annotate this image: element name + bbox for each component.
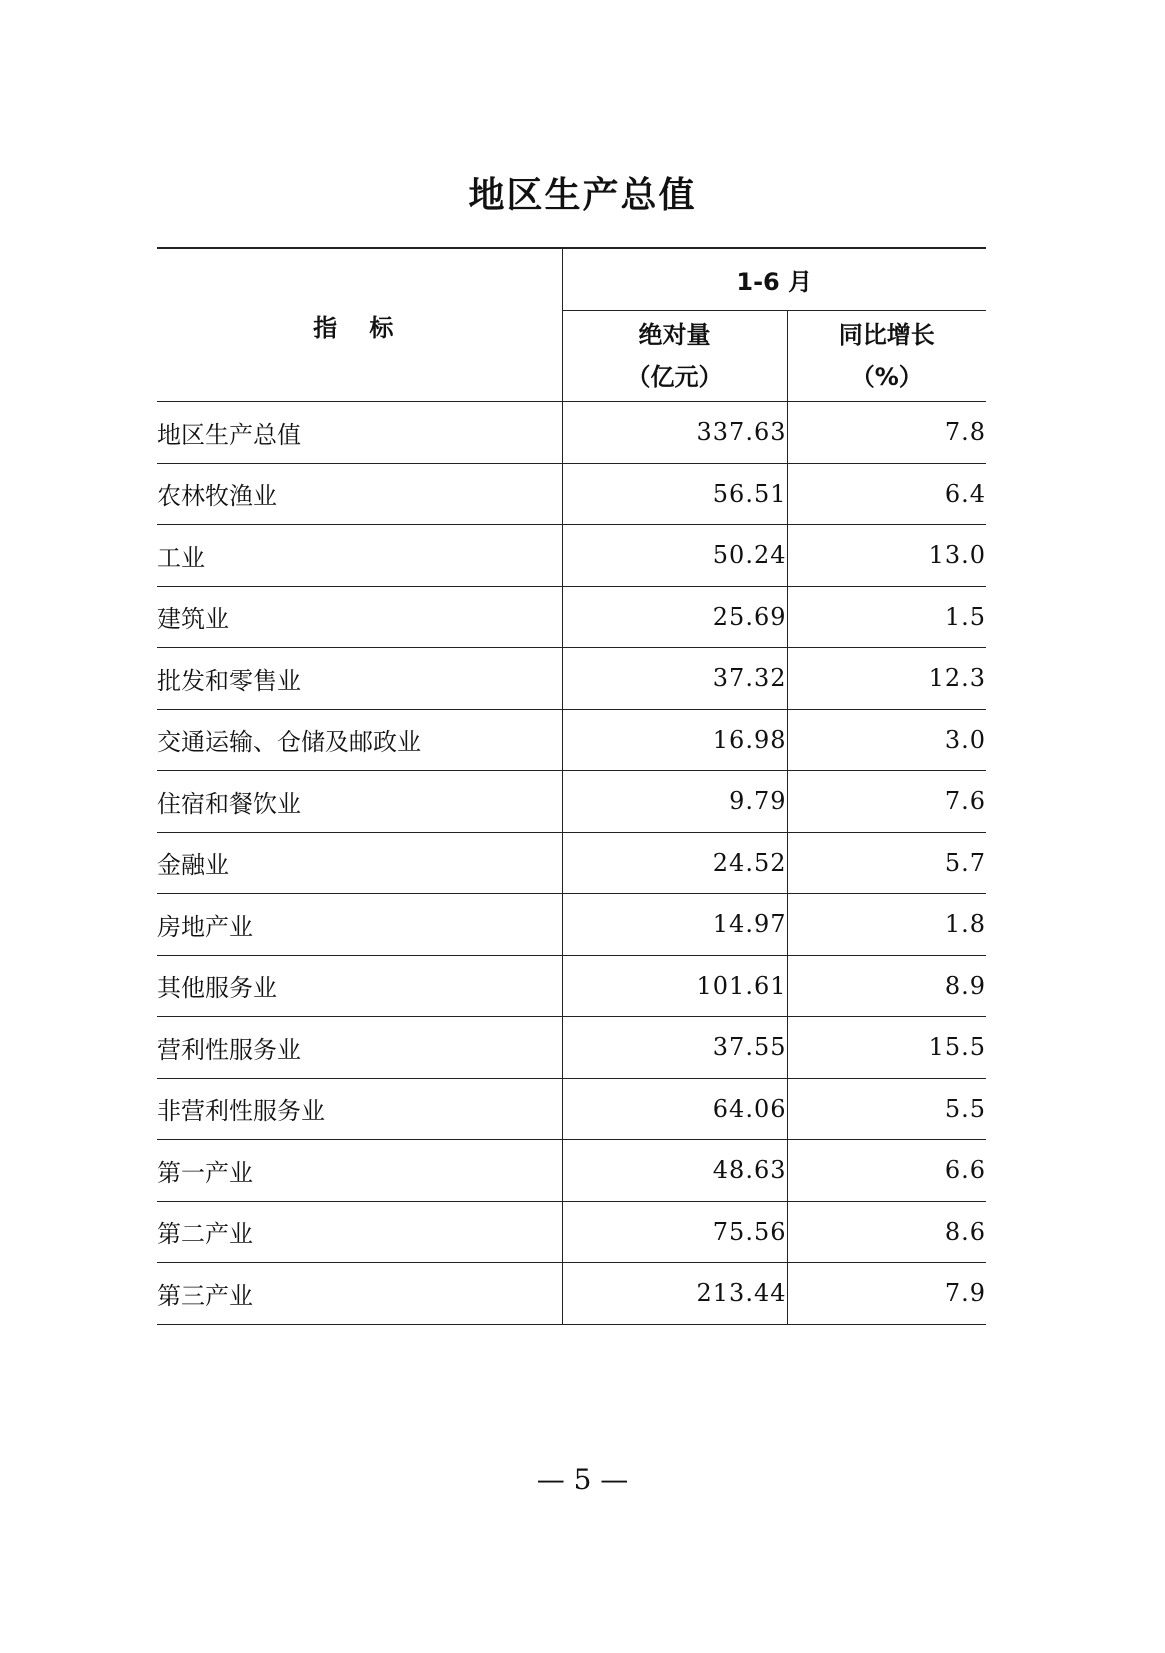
row-growth: 6.4 bbox=[787, 463, 986, 525]
row-indicator-name: 第三产业 bbox=[157, 1263, 562, 1325]
row-value: 101.61 bbox=[562, 955, 787, 1017]
table-row bbox=[157, 586, 986, 648]
row-indicator-name: 金融业 bbox=[157, 832, 562, 894]
row-growth: 1.5 bbox=[787, 586, 986, 648]
row-value: 24.52 bbox=[562, 832, 787, 894]
row-growth: 5.7 bbox=[787, 832, 986, 894]
table-row bbox=[157, 1017, 986, 1079]
row-indicator-name: 建筑业 bbox=[157, 586, 562, 648]
indicator-header-label: 指 标 bbox=[313, 313, 406, 342]
row-growth: 15.5 bbox=[787, 1017, 986, 1079]
row-value: 37.55 bbox=[562, 1017, 787, 1079]
value-column-label: 绝对量 bbox=[638, 321, 711, 349]
row-value: 48.63 bbox=[562, 1140, 787, 1202]
row-value: 16.98 bbox=[562, 709, 787, 771]
row-growth: 7.8 bbox=[787, 402, 986, 464]
row-value: 50.24 bbox=[562, 525, 787, 587]
table-row bbox=[157, 1201, 986, 1263]
row-growth: 8.9 bbox=[787, 955, 986, 1017]
value-column-unit: （亿元） bbox=[626, 363, 723, 391]
table-row bbox=[157, 1078, 986, 1140]
row-value: 56.51 bbox=[562, 463, 787, 525]
row-value: 213.44 bbox=[562, 1263, 787, 1325]
row-growth: 3.0 bbox=[787, 709, 986, 771]
table-row bbox=[157, 894, 986, 956]
gdp-table bbox=[157, 247, 986, 1325]
row-value: 14.97 bbox=[562, 894, 787, 956]
row-indicator-name: 工业 bbox=[157, 525, 562, 587]
value-column-header bbox=[562, 311, 787, 402]
row-indicator-name: 住宿和餐饮业 bbox=[157, 771, 562, 833]
row-indicator-name: 批发和零售业 bbox=[157, 648, 562, 710]
row-value: 75.56 bbox=[562, 1201, 787, 1263]
row-growth: 7.9 bbox=[787, 1263, 986, 1325]
row-growth: 12.3 bbox=[787, 648, 986, 710]
table-row bbox=[157, 832, 986, 894]
row-indicator-name: 房地产业 bbox=[157, 894, 562, 956]
row-growth: 8.6 bbox=[787, 1201, 986, 1263]
row-growth: 6.6 bbox=[787, 1140, 986, 1202]
table-row bbox=[157, 525, 986, 587]
row-value: 9.79 bbox=[562, 771, 787, 833]
row-indicator-name: 交通运输、仓储及邮政业 bbox=[157, 709, 562, 771]
table-row bbox=[157, 1263, 986, 1325]
row-growth: 5.5 bbox=[787, 1078, 986, 1140]
row-value: 37.32 bbox=[562, 648, 787, 710]
period-header: 1-6 月 bbox=[562, 248, 986, 311]
table-header bbox=[157, 248, 986, 402]
row-growth: 1.8 bbox=[787, 894, 986, 956]
growth-column-header bbox=[787, 311, 986, 402]
row-indicator-name: 农林牧渔业 bbox=[157, 463, 562, 525]
page-title: 地区生产总值 bbox=[468, 175, 697, 216]
row-growth: 7.6 bbox=[787, 771, 986, 833]
row-indicator-name: 第一产业 bbox=[157, 1140, 562, 1202]
table-row bbox=[157, 1140, 986, 1202]
table-row bbox=[157, 709, 986, 771]
row-value: 25.69 bbox=[562, 586, 787, 648]
row-indicator-name: 其他服务业 bbox=[157, 955, 562, 1017]
row-growth: 13.0 bbox=[787, 525, 986, 587]
row-indicator-name: 第二产业 bbox=[157, 1201, 562, 1263]
row-value: 337.63 bbox=[562, 402, 787, 464]
table-row bbox=[157, 648, 986, 710]
row-indicator-name: 地区生产总值 bbox=[157, 402, 562, 464]
growth-column-label: 同比增长 bbox=[838, 321, 935, 349]
table-row bbox=[157, 771, 986, 833]
row-value: 64.06 bbox=[562, 1078, 787, 1140]
table-row bbox=[157, 402, 986, 464]
growth-column-unit: （%） bbox=[850, 363, 923, 391]
table-body bbox=[157, 402, 986, 1325]
table-row bbox=[157, 955, 986, 1017]
row-indicator-name: 营利性服务业 bbox=[157, 1017, 562, 1079]
page-number: — 5 — bbox=[536, 1463, 629, 1496]
row-indicator-name: 非营利性服务业 bbox=[157, 1078, 562, 1140]
indicator-column-header bbox=[157, 248, 562, 402]
table-row bbox=[157, 463, 986, 525]
header-row-period bbox=[157, 248, 986, 311]
